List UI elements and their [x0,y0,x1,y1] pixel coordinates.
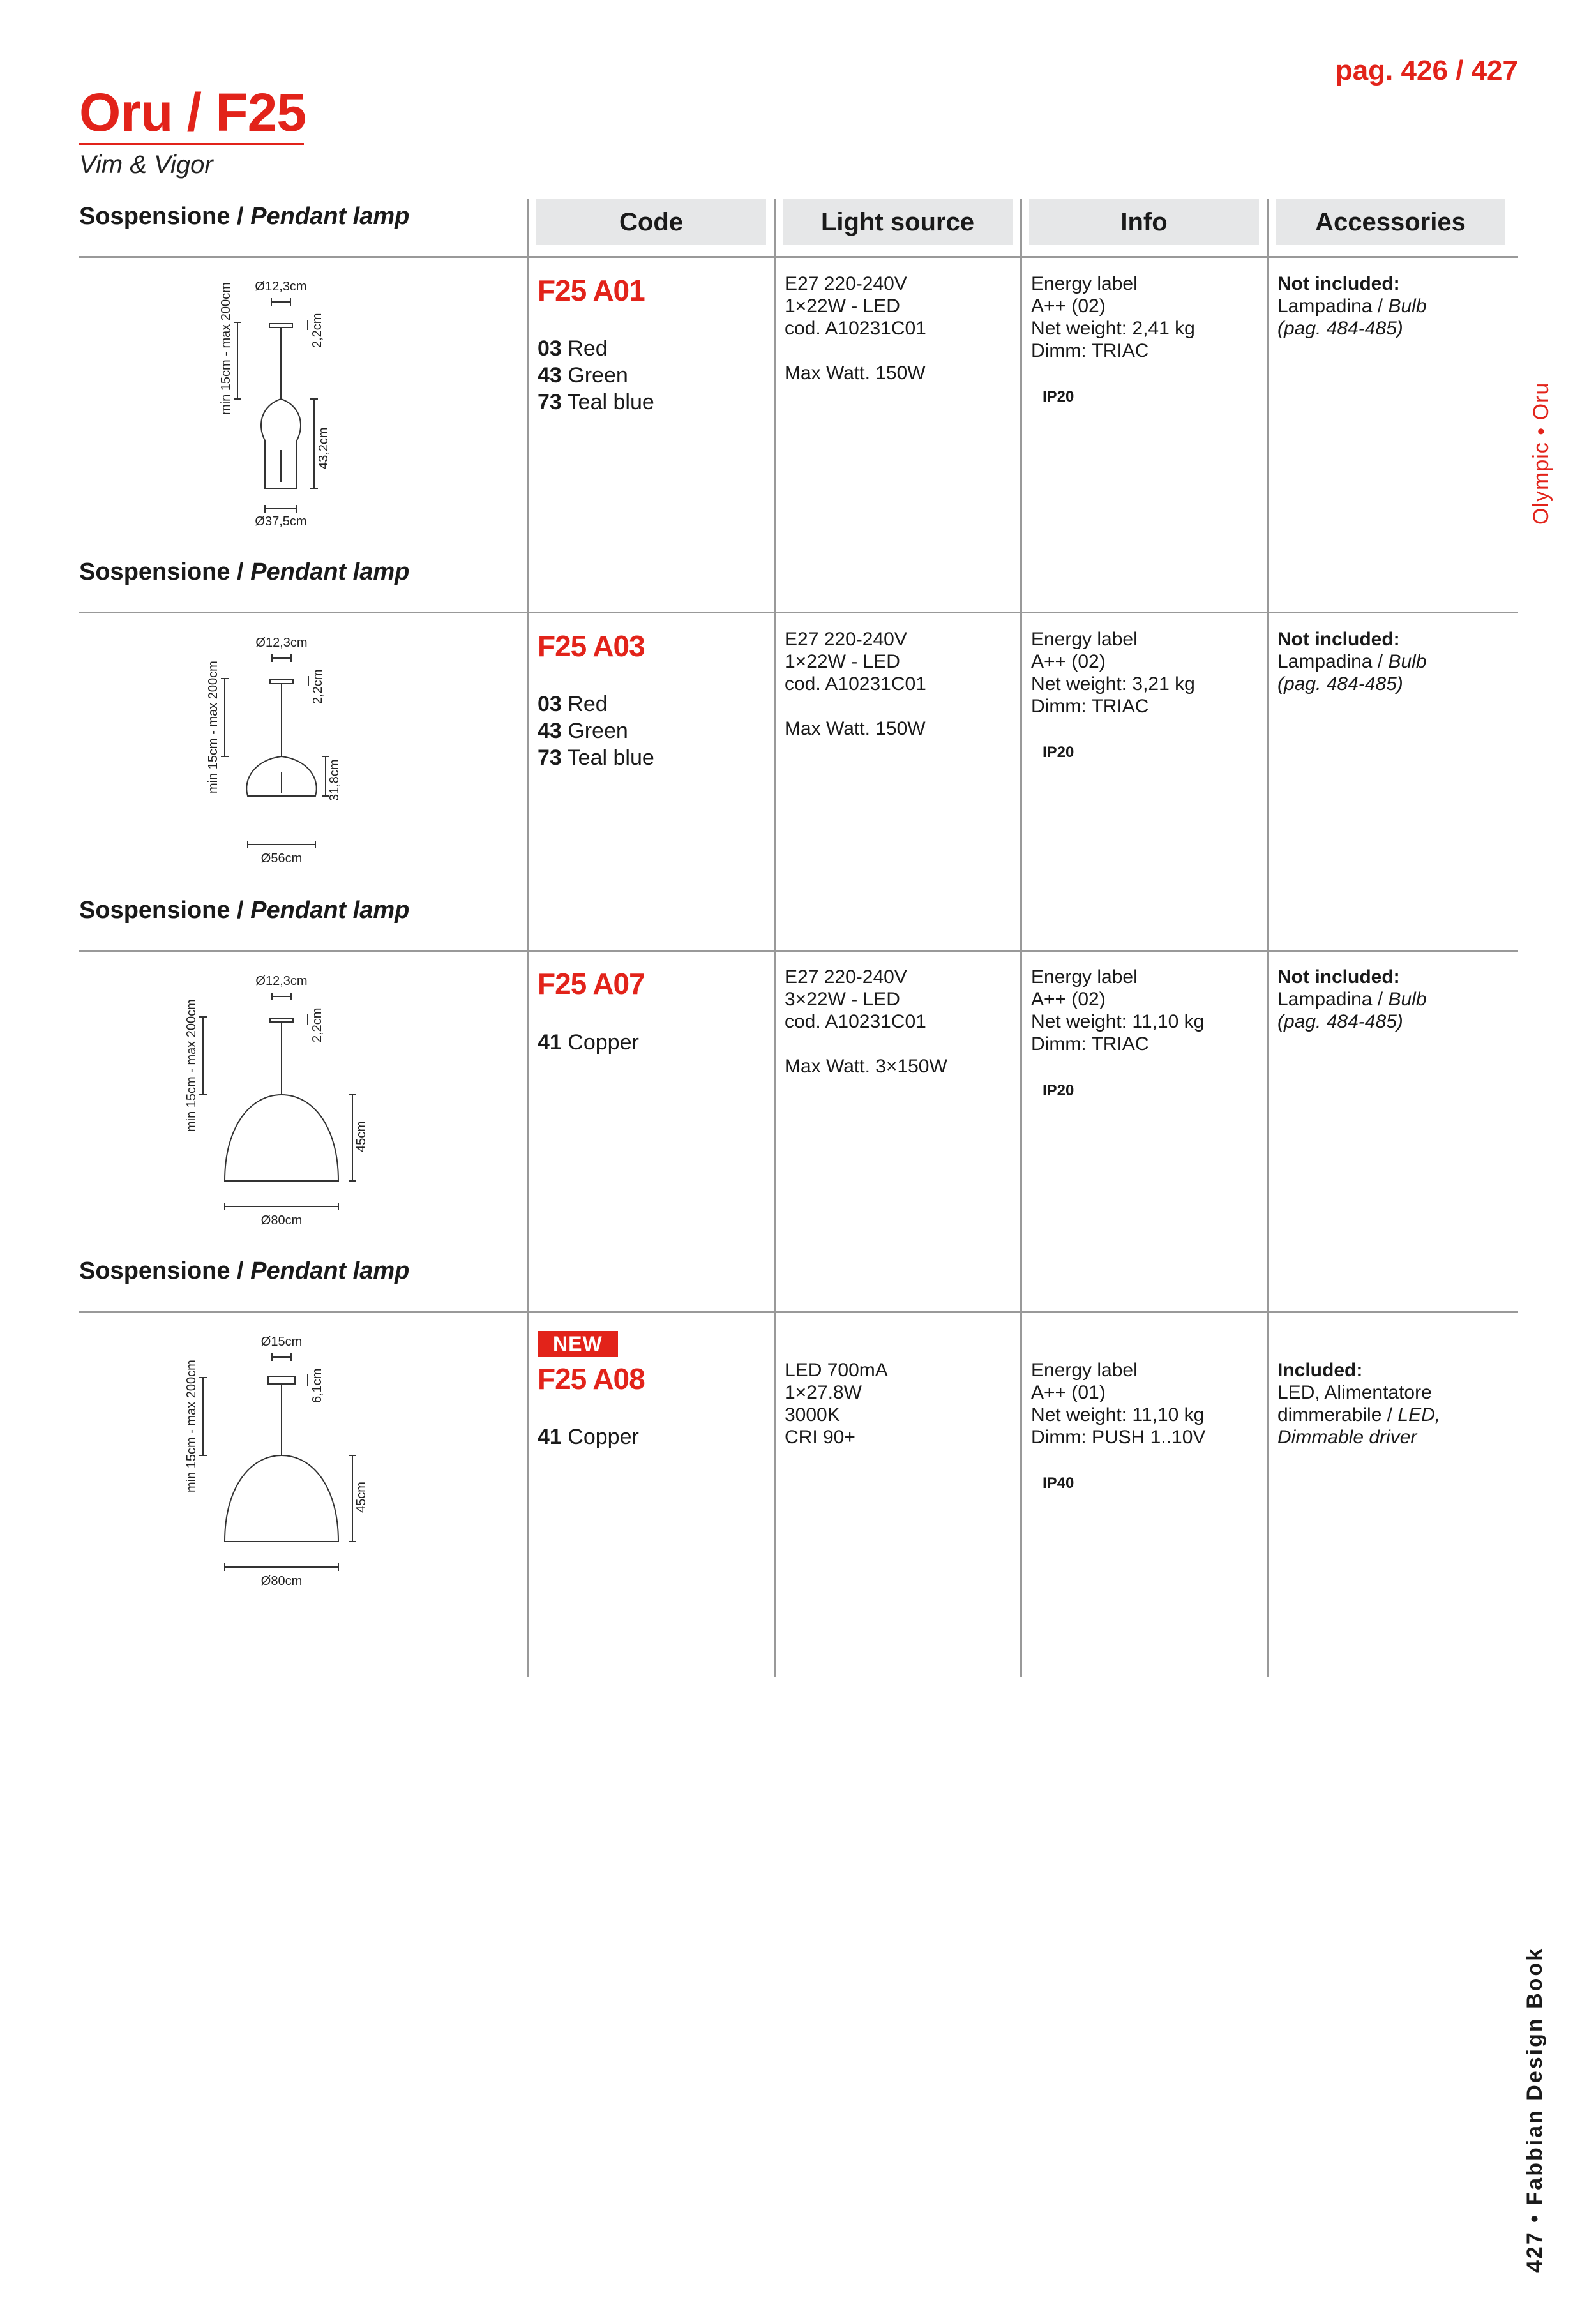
lamp-diagram-a01 [204,271,409,533]
side-label-collection: Olympic • Oru [1529,382,1553,525]
color-option: 41 Copper [538,1425,639,1449]
product-code: F25 A01 [538,274,645,307]
dim-canopy: 2,2cm [310,1007,324,1042]
row-divider [79,612,1518,613]
section-label: Sospensione / Pendant lamp [79,203,410,230]
column-header-light-source: Light source [783,199,1013,245]
color-option: 03 Red [538,692,608,716]
color-option: 03 Red [538,336,608,361]
dim-height: 45cm [354,1482,368,1513]
title-underline [79,143,304,145]
dim-top: Ø12,3cm [255,974,308,988]
section-label: Sospensione / Pendant lamp [79,559,410,585]
dim-canopy: 6,1cm [310,1368,324,1403]
column-divider [1020,199,1022,1677]
light-source-text: LED 700mA 1×27.8W 3000K CRI 90+ [785,1360,888,1448]
dim-diameter: Ø80cm [260,1213,303,1228]
color-option: 43 Green [538,719,628,743]
info-text: Energy label A++ (02) Net weight: 3,21 kg Dimm: TRIAC [1031,629,1195,717]
section-label: Sospensione / Pendant lamp [79,897,410,924]
info-text: Energy label A++ (02) Net weight: 11,10 kg Dimm: TRIAC [1031,966,1205,1055]
color-options [538,335,654,416]
dim-suspension: min 15cm - max 200cm [184,1360,199,1492]
accessories-text: Not included: Lampadina / Bulb (pag. 484-485) [1277,629,1427,695]
color-option: 41 Copper [538,1030,639,1055]
accessories-text: Not included: Lampadina / Bulb (pag. 484-485) [1277,273,1427,339]
dim-height: 43,2cm [317,427,331,469]
ip-rating: IP20 [1043,388,1074,405]
dim-suspension: min 15cm - max 200cm [184,999,199,1132]
dim-top: Ø15cm [260,1335,303,1349]
ip-rating: IP20 [1043,744,1074,761]
dim-height: 45cm [354,1121,368,1152]
dim-diameter: Ø80cm [260,1574,303,1588]
color-option: 73 Teal blue [538,390,654,414]
dim-canopy: 2,2cm [311,669,325,704]
dim-diameter: Ø56cm [260,852,303,866]
info-text: Energy label A++ (01) Net weight: 11,10 kg Dimm: PUSH 1..10V [1031,1360,1206,1448]
ip-rating: IP40 [1043,1475,1074,1492]
dim-suspension: min 15cm - max 200cm [206,661,220,793]
column-divider [774,199,776,1677]
dim-top: Ø12,3cm [255,636,308,650]
dim-top: Ø12,3cm [255,280,307,294]
product-code: F25 A03 [538,629,645,663]
lamp-diagram-a07 [172,967,440,1235]
side-label-book: 427 • Fabbian Design Book [1523,1946,1547,2273]
section-label: Sospensione / Pendant lamp [79,1258,410,1284]
lamp-diagram-a08 [172,1328,440,1596]
dim-diameter: Ø37,5cm [255,515,307,529]
row-divider [79,256,1518,258]
color-options [538,691,654,771]
new-badge: NEW [538,1331,618,1357]
dim-canopy: 2,2cm [310,313,324,348]
light-source-text: E27 220-240V 1×22W - LED cod. A10231C01 Max Watt. 150W [785,629,926,739]
dim-height: 31,8cm [327,759,342,801]
row-divider [79,1311,1518,1313]
ip-rating: IP20 [1043,1082,1074,1099]
color-options [538,1424,639,1450]
product-code: F25 A08 [538,1362,645,1395]
column-divider [527,199,529,1677]
column-header-info: Info [1029,199,1259,245]
light-source-text: E27 220-240V 3×22W - LED cod. A10231C01 Max Watt. 3×150W [785,966,947,1077]
product-code: F25 A07 [538,967,645,1000]
color-option: 43 Green [538,363,628,387]
row-divider [79,950,1518,952]
column-divider [1267,199,1269,1677]
accessories-text: Not included: Lampadina / Bulb (pag. 484-485) [1277,966,1427,1032]
accessories-text: Included: LED, Alimentatore dimmerabile / LED, Dimmable driver [1277,1360,1441,1448]
column-header-accessories: Accessories [1276,199,1505,245]
color-option: 73 Teal blue [538,746,654,770]
light-source-text: E27 220-240V 1×22W - LED cod. A10231C01 Max Watt. 150W [785,273,926,384]
color-options [538,1029,639,1056]
column-header-code: Code [536,199,766,245]
page-subtitle: Vim & Vigor [79,151,213,179]
page-title: Oru / F25 [79,82,306,142]
dim-suspension: min 15cm - max 200cm [219,282,233,415]
page-reference: pag. 426 / 427 [1335,55,1518,86]
lamp-diagram-a03 [192,629,421,871]
info-text: Energy label A++ (02) Net weight: 2,41 kg Dimm: TRIAC [1031,273,1195,361]
